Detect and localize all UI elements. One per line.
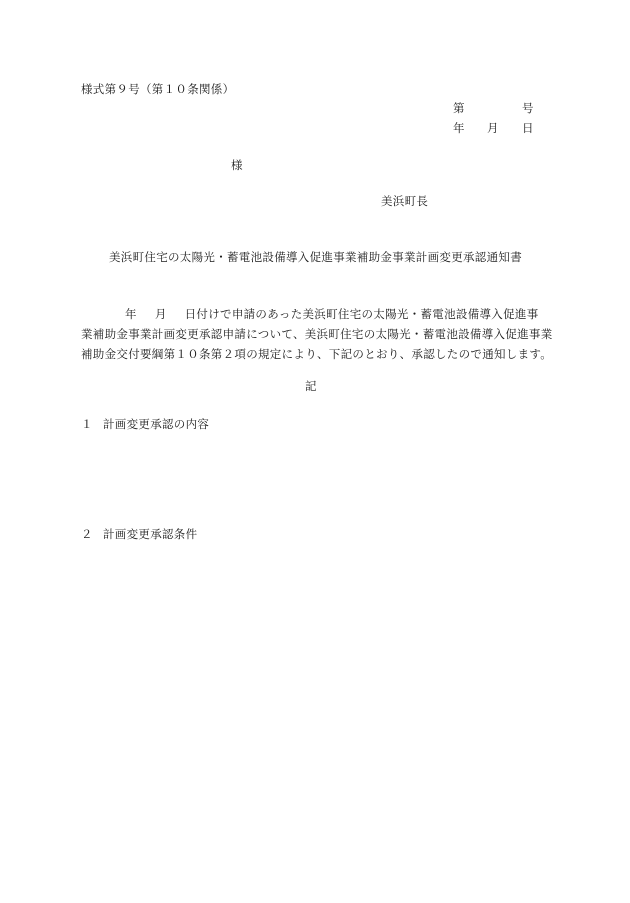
item-change-content-blank bbox=[81, 440, 551, 510]
item-label: 計画変更承認条件 bbox=[103, 527, 198, 541]
recipient-suffix: 様 bbox=[231, 158, 243, 172]
form-label: 様式第９号（第１０条関係） bbox=[81, 82, 235, 96]
issue-date-year: 年 bbox=[453, 121, 465, 135]
ki-heading: 記 bbox=[305, 379, 317, 393]
item-label: 計画変更承認の内容 bbox=[103, 417, 210, 431]
issue-date-month: 月 bbox=[487, 121, 499, 135]
item-number: １ bbox=[81, 417, 93, 431]
body-line-2: 業補助金事業計画変更承認申請について、美浜町住宅の太陽光・蓄電池設備導入促進事業 bbox=[81, 327, 553, 341]
body-year: 年 bbox=[125, 307, 137, 321]
document-number bbox=[451, 100, 541, 120]
item-change-conditions bbox=[81, 526, 197, 542]
body-line-1 bbox=[81, 304, 561, 324]
item-change-conditions-blank bbox=[81, 550, 551, 620]
body-month: 月 bbox=[154, 307, 167, 321]
issue-date bbox=[451, 120, 541, 140]
document-title: 美浜町住宅の太陽光・蓄電池設備導入促進事業補助金事業計画変更承認通知書 bbox=[109, 250, 522, 264]
item-change-content bbox=[81, 416, 209, 432]
item-number: ２ bbox=[81, 527, 93, 541]
body-paragraph bbox=[81, 304, 561, 364]
issuer: 美浜町長 bbox=[381, 194, 429, 208]
issue-date-day: 日 bbox=[522, 121, 534, 135]
body-line-1-text: 日付けで申請のあった美浜町住宅の太陽光・蓄電池設備導入促進事 bbox=[184, 307, 539, 321]
body-line-3: 補助金交付要綱第１０条第２項の規定により、下記のとおり、承認したので通知します。 bbox=[81, 347, 553, 361]
document-number-suffix: 号 bbox=[522, 101, 534, 115]
document-number-prefix: 第 bbox=[453, 101, 465, 115]
